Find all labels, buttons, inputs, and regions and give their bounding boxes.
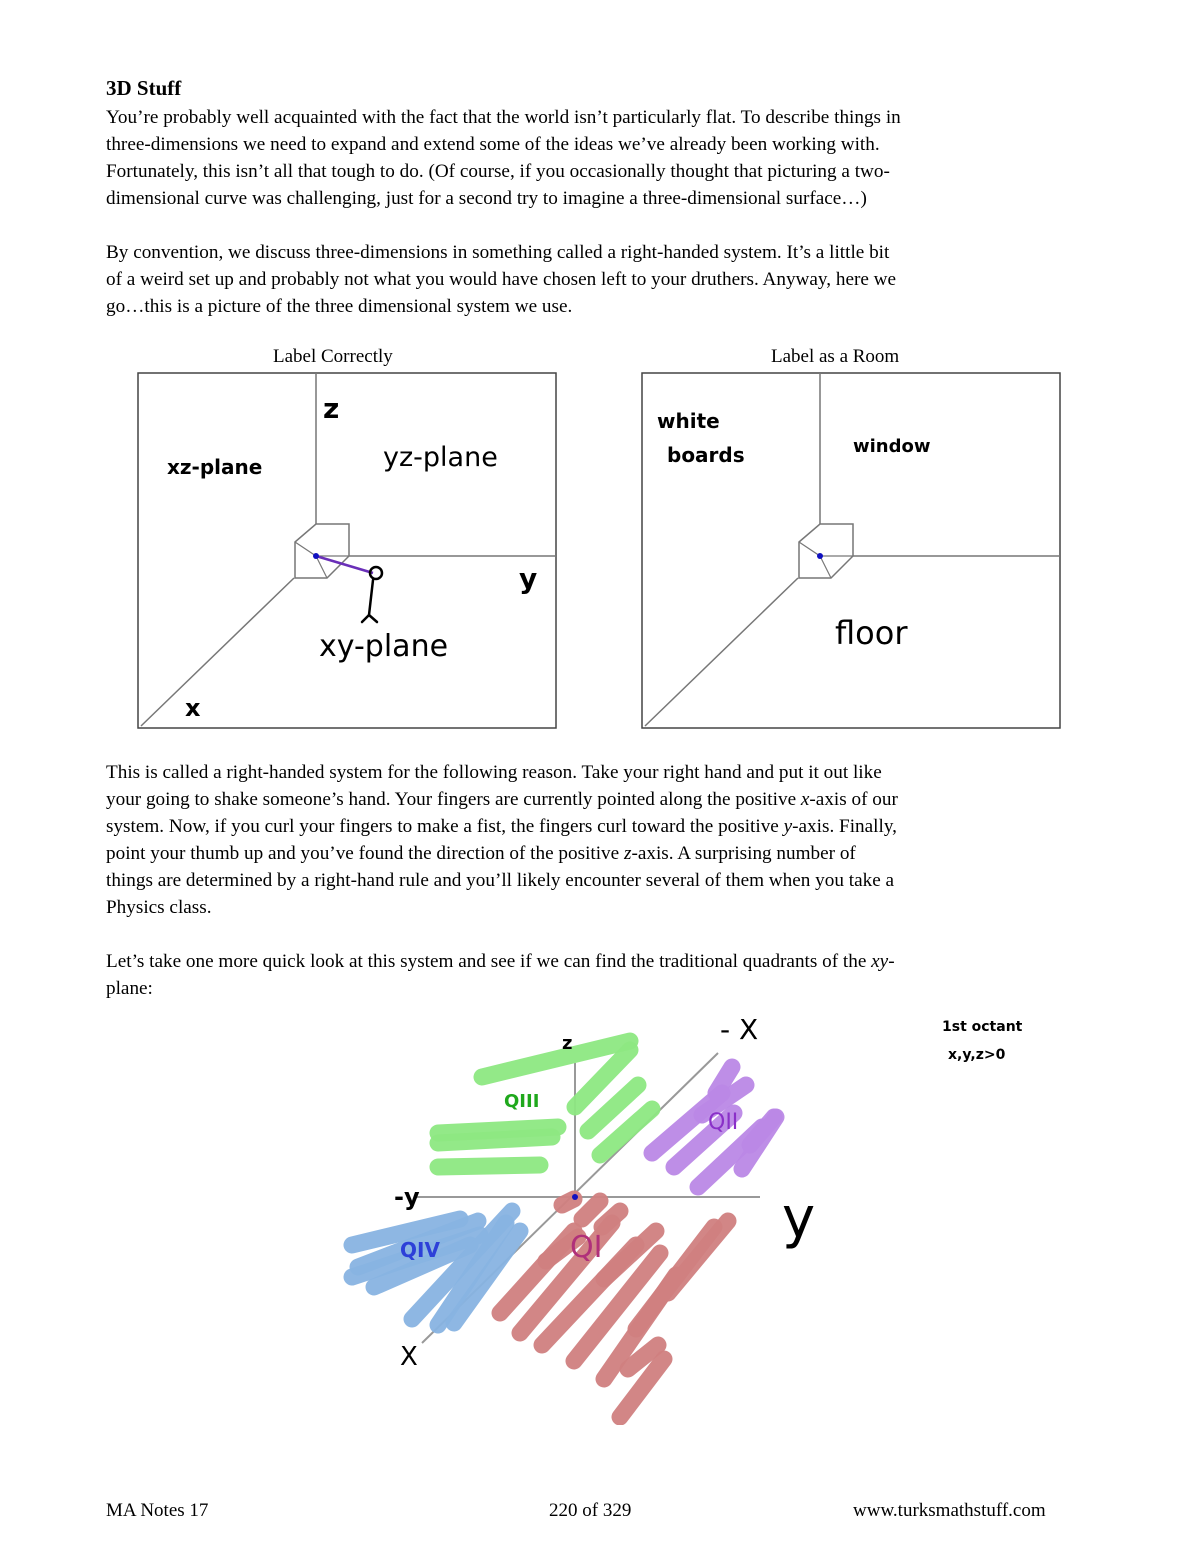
- figure-label-correctly: [137, 372, 559, 732]
- z-axis-annotation: z: [323, 392, 340, 425]
- text-line: things are determined by a right-hand rule and you’ll likely encounter several of them when you take a: [106, 870, 895, 891]
- octant-note-line2: x,y,z>0: [948, 1047, 1006, 1063]
- convention-paragraph: [106, 239, 1096, 320]
- text-line: [106, 813, 1096, 840]
- quadrant-label-qi: QI: [570, 1230, 603, 1265]
- y-axis-label: y: [782, 1186, 816, 1251]
- neg-x-axis-label: - X: [720, 1013, 759, 1046]
- text-line: This is called a right-handed system for the following reason. Take your right hand and put it out like: [106, 762, 882, 783]
- page-number: 220 of 329: [549, 1500, 632, 1521]
- xz-plane-annotation: xz-plane: [167, 455, 263, 479]
- z-axis-label: z: [562, 1033, 573, 1054]
- text-run: -axis of our: [809, 789, 898, 810]
- q3-shading-stroke: [438, 1137, 552, 1143]
- text-run: -axis. A surprising number of: [631, 843, 856, 864]
- q1-shading-stroke: [562, 1199, 574, 1205]
- q1-shading-stroke: [668, 1221, 728, 1293]
- footer-website: www.turksmathstuff.com: [853, 1500, 1046, 1521]
- wall-label-boards: boards: [667, 443, 745, 467]
- text-line: go…this is a picture of the three dimensional system we use.: [106, 296, 573, 317]
- floor-label: floor: [835, 614, 908, 652]
- variable-y: y: [783, 816, 793, 837]
- x-axis-annotation: x: [185, 694, 201, 722]
- text-line: dimensional curve was challenging, just for a second try to imagine a three-dimensional surface…): [106, 188, 867, 209]
- variable-z: z: [623, 843, 632, 864]
- text-line: [106, 948, 1096, 975]
- text-line: Physics class.: [106, 897, 212, 918]
- footer-left: MA Notes 17: [106, 1500, 209, 1521]
- text-run: Let’s take one more quick look at this system and see if we can find the traditional quadrants of the: [106, 951, 872, 972]
- quadrants-paragraph: [106, 948, 1096, 1002]
- text-run: point your thumb up and you’ve found the direction of the positive: [106, 843, 624, 864]
- text-run: -: [888, 951, 895, 972]
- q1-shading-stroke: [582, 1201, 600, 1219]
- text-line: of a weird set up and probably not what you would have chosen left to your druthers. Anyway, here we: [106, 269, 897, 290]
- text-run: system. Now, if you curl your fingers to make a fist, the fingers curl toward the positive: [106, 816, 784, 837]
- text-line: Fortunately, this isn’t all that tough to do. (Of course, if you occasionally thought that picturing a two-: [106, 161, 890, 182]
- stick-figure: [362, 567, 382, 622]
- intro-paragraph: [106, 104, 1096, 212]
- right-hand-paragraph: [106, 759, 1096, 921]
- text-line: [106, 840, 1096, 867]
- text-line: three-dimensions we need to expand and extend some of the ideas we’ve already been working with.: [106, 134, 880, 155]
- quadrant-label-qiii: QIII: [504, 1091, 540, 1112]
- variable-x: x: [800, 789, 810, 810]
- wall-label-window: window: [853, 436, 931, 457]
- quadrant-label-qiv: QIV: [400, 1238, 440, 1262]
- figure-left-caption: Label Correctly: [273, 346, 393, 367]
- text-line: You’re probably well acquainted with the fact that the world isn’t particularly flat. To describe things in: [106, 107, 901, 128]
- variable-xy: xy: [871, 951, 889, 972]
- section-title: 3D Stuff: [106, 76, 182, 100]
- neg-y-axis-label: -y: [394, 1183, 420, 1211]
- figure-label-as-room: [641, 372, 1063, 732]
- text-line: [106, 786, 1096, 813]
- text-line: By convention, we discuss three-dimensions in something called a right-handed system. It’s a little bit: [106, 242, 890, 263]
- q3-shading-stroke: [438, 1165, 540, 1167]
- origin-point: [572, 1194, 578, 1200]
- y-axis-annotation: y: [519, 562, 538, 595]
- text-run: your going to shake someone’s hand. Your fingers are currently pointed along the positive: [106, 789, 801, 810]
- quadrant-label-qii: QII: [708, 1110, 739, 1135]
- wall-label-white: white: [657, 409, 720, 433]
- xy-plane-annotation: xy-plane: [319, 629, 449, 664]
- octant-note-line1: 1st octant: [942, 1019, 1023, 1035]
- figure-right-caption: Label as a Room: [771, 346, 900, 367]
- x-axis-label: X: [400, 1342, 418, 1372]
- text-line: plane:: [106, 978, 153, 999]
- yz-plane-annotation: yz-plane: [383, 442, 498, 473]
- text-run: -axis. Finally,: [792, 816, 897, 837]
- xy-quadrants-figure: [330, 1005, 1090, 1425]
